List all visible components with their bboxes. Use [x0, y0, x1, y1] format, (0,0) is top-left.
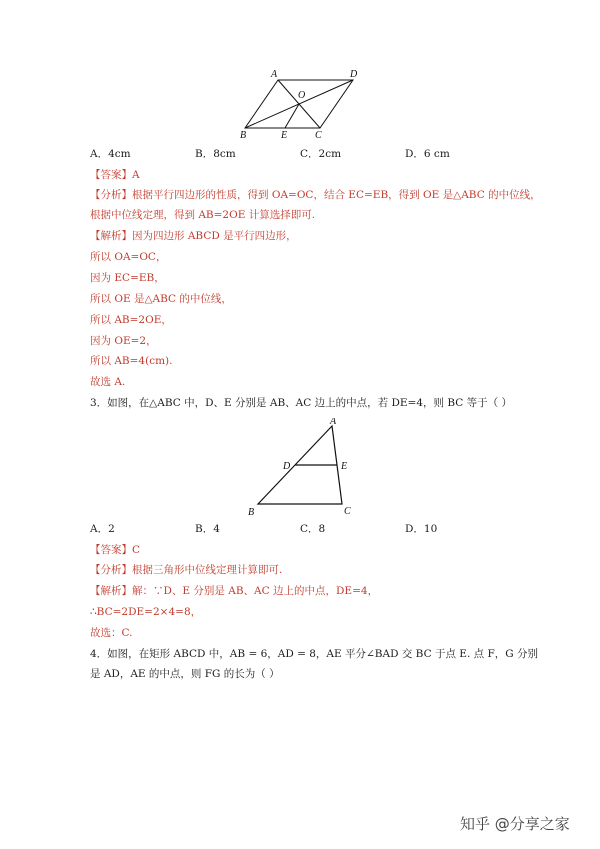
answer-tag: 【答案】	[90, 544, 132, 556]
label-e: E	[341, 461, 348, 472]
q2-step: 所以 OE 是△ABC 的中位线，	[90, 293, 232, 305]
q3-step: 故选：C.	[90, 627, 133, 639]
solution-text: 因为四边形 ABCD 是平行四边形，	[132, 230, 297, 242]
label-c: C	[344, 506, 351, 517]
label-d: D	[350, 69, 358, 80]
q3-option-a: A．2	[90, 523, 115, 535]
q2-option-a: A．4cm	[90, 148, 131, 160]
q3-option-d: D．10	[405, 523, 438, 535]
analysis-text: 根据三角形中位线定理计算即可.	[132, 564, 283, 576]
analysis-tag: 【分析】	[90, 189, 132, 201]
q2-step: 因为 EC=EB，	[90, 272, 165, 284]
watermark: 知乎 @分享之家	[460, 815, 570, 833]
q4-question-line-2: 是 AD，AE 的中点，则 FG 的长为（ ）	[90, 668, 280, 680]
triangle-figure	[240, 418, 360, 518]
label-a: A	[330, 418, 337, 427]
label-b: B	[240, 130, 247, 140]
label-a: A	[271, 69, 278, 80]
q3-analysis	[90, 563, 282, 577]
q2-step: 因为 OE=2，	[90, 335, 157, 347]
parallelogram-figure	[235, 68, 365, 140]
answer-value: A	[132, 169, 140, 181]
q2-solution-line-1	[90, 229, 297, 243]
analysis-text: 根据平行四边形的性质，得到 OA=OC，结合 EC=EB，得到 OE 是△ABC 的中位线，	[132, 189, 541, 201]
solution-tag: 【解析】	[90, 230, 132, 242]
q2-answer	[90, 168, 140, 182]
q3-question: 3．如图，在△ABC 中，D、E 分别是 AB、AC 边上的中点，若 DE=4，则 BC 等于（ ）	[90, 397, 512, 409]
analysis-tag: 【分析】	[90, 564, 132, 576]
solution-tag: 【解析】	[90, 585, 132, 597]
q2-step: 所以 OA=OC，	[90, 251, 167, 263]
q3-option-c: C．8	[300, 523, 326, 535]
q2-option-d: D．6 cm	[405, 148, 450, 160]
solution-text: 解：∵D、E 分别是 AB、AC 边上的中点，DE=4，	[132, 585, 379, 597]
answer-tag: 【答案】	[90, 169, 132, 181]
q2-step: 所以 AB=2OE，	[90, 314, 172, 326]
q2-step: 故选 A.	[90, 376, 126, 388]
q4-question-line-1: 4．如图，在矩形 ABCD 中，AB = 6，AD = 8，AE 平分∠BAD 交 BC 于点 E. 点 F，G 分别	[90, 648, 538, 660]
q2-analysis-line-1	[90, 188, 541, 202]
label-c: C	[315, 130, 322, 140]
label-d: D	[283, 461, 291, 472]
q2-option-b: B．8cm	[195, 148, 236, 160]
q2-step: 所以 AB=4(cm).	[90, 355, 173, 367]
answer-value: C	[132, 544, 141, 556]
q3-solution	[90, 584, 378, 598]
label-o: O	[298, 90, 306, 101]
q2-analysis-line-2: 根据中位线定理，得到 AB=2OE 计算选择即可.	[90, 209, 316, 221]
q3-step: ∴BC=2DE=2×4=8，	[90, 606, 202, 618]
label-e: E	[281, 130, 288, 140]
label-b: B	[248, 507, 255, 518]
q2-option-c: C．2cm	[300, 148, 342, 160]
q3-answer	[90, 543, 140, 557]
q3-option-b: B．4	[195, 523, 220, 535]
